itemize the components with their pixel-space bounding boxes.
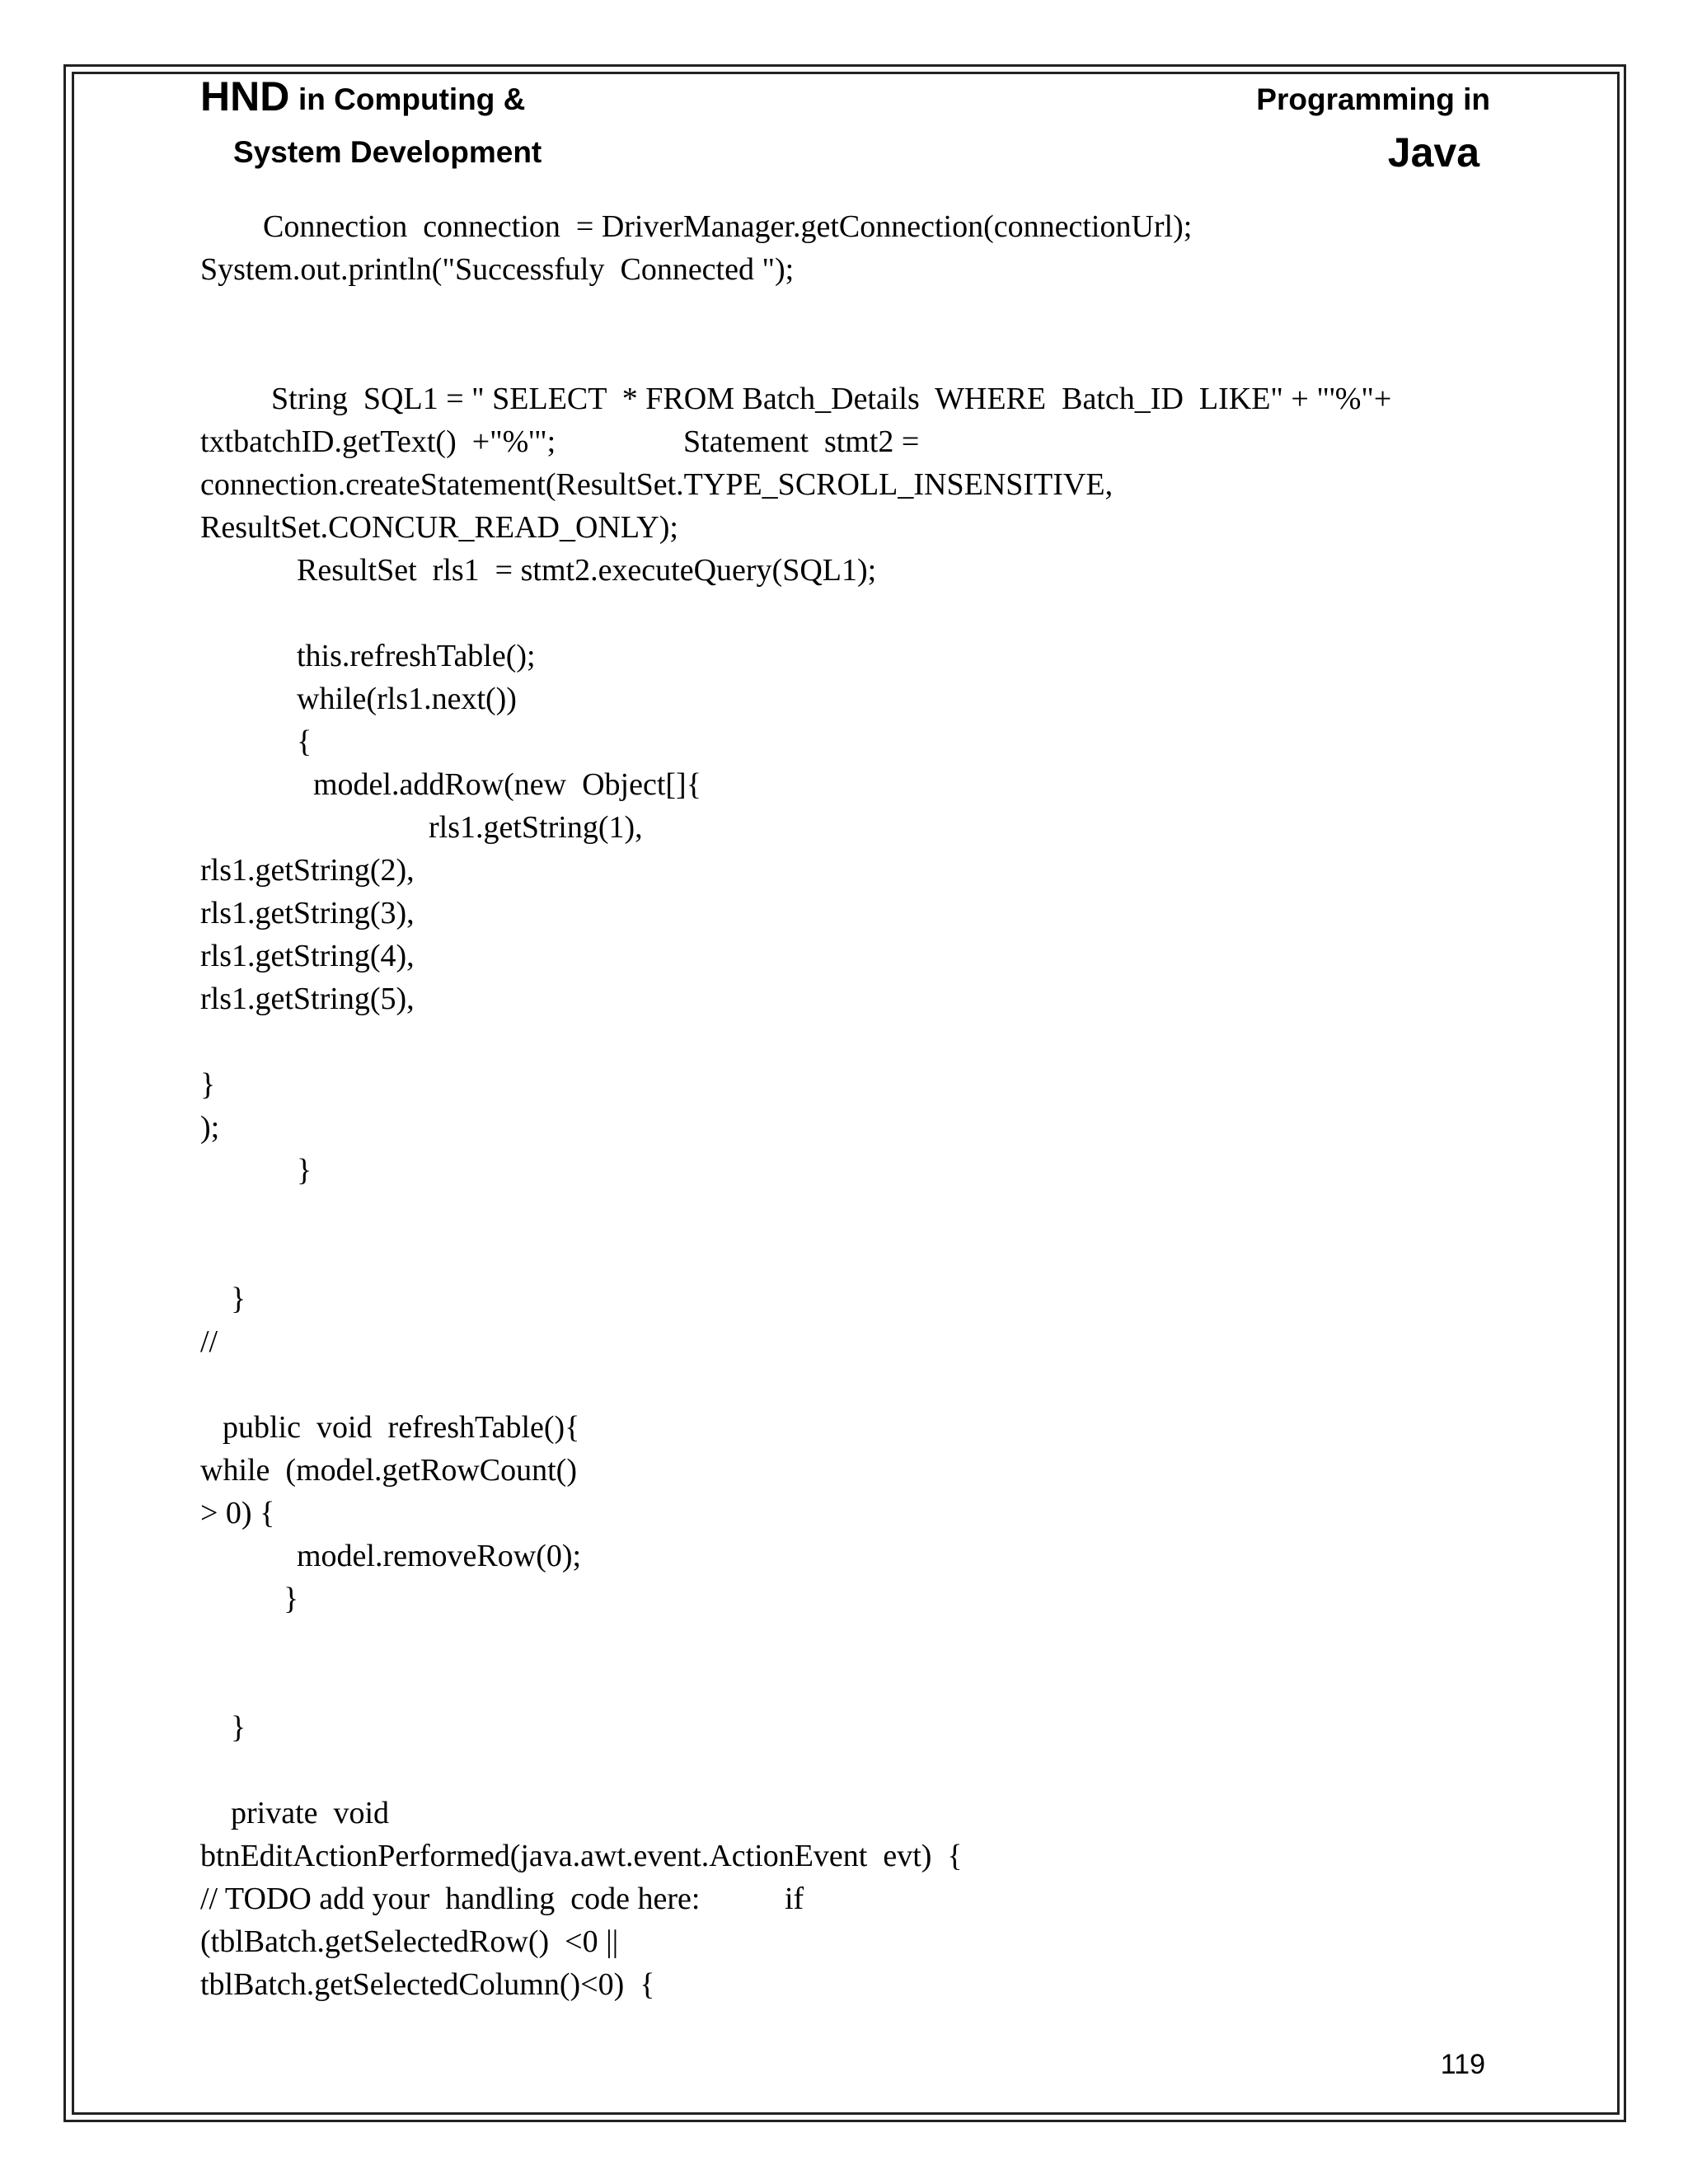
code-line: } — [284, 1582, 299, 1616]
code-line: rls1.getString(1), — [429, 810, 643, 845]
header-system-development: System Development — [233, 135, 542, 169]
code-line: model.addRow(new Object[]{ — [313, 767, 701, 802]
code-line: rls1.getString(3), — [200, 896, 415, 930]
header-hnd: HND — [200, 73, 290, 120]
code-line: // — [200, 1324, 218, 1359]
code-line: public void refreshTable(){ — [223, 1410, 580, 1445]
code-line: } — [231, 1710, 246, 1745]
code-line: tblBatch.getSelectedColumn()<0) { — [200, 1967, 655, 2002]
code-line: rls1.getString(4), — [200, 939, 415, 973]
page-number: 119 — [1440, 2049, 1485, 2080]
code-line: Statement stmt2 = — [683, 424, 920, 459]
code-line: > 0) { — [200, 1496, 275, 1530]
code-line: while(rls1.next()) — [297, 682, 517, 716]
code-line: { — [297, 724, 312, 759]
code-line: Connection connection = DriverManager.getConnection(connectionUrl); — [263, 209, 1193, 244]
code-line: ResultSet.CONCUR_READ_ONLY); — [200, 510, 678, 545]
code-line: while (model.getRowCount() — [200, 1453, 577, 1488]
code-line: } — [297, 1153, 312, 1188]
code-line: btnEditActionPerformed(java.awt.event.ActionEvent evt) { — [200, 1839, 963, 1873]
code-line: connection.createStatement(ResultSet.TYPE_SCROLL_INSENSITIVE, — [200, 467, 1114, 502]
code-line: txtbatchID.getText() +"%'"; — [200, 424, 556, 459]
code-line: ); — [200, 1110, 220, 1145]
header-programming-in: Programming in — [1256, 82, 1490, 116]
header-in-computing: in Computing & — [298, 82, 526, 116]
code-line: } — [231, 1282, 246, 1316]
code-line: (tblBatch.getSelectedRow() <0 || — [200, 1924, 619, 1959]
code-line: String SQL1 = " SELECT * FROM Batch_Details WHERE Batch_ID LIKE" + "'%"+ — [271, 382, 1392, 416]
code-line: rls1.getString(2), — [200, 853, 415, 888]
header-java: Java — [1387, 129, 1479, 176]
code-line: rls1.getString(5), — [200, 982, 415, 1016]
code-line: if — [785, 1882, 804, 1916]
code-line: System.out.println("Successfuly Connected "); — [200, 252, 795, 287]
code-line: model.removeRow(0); — [297, 1539, 582, 1573]
code-line: } — [200, 1067, 216, 1102]
code-line: ResultSet rls1 = stmt2.executeQuery(SQL1); — [297, 553, 877, 588]
code-line: // TODO add your handling code here: — [200, 1882, 701, 1916]
code-line: private void — [231, 1796, 390, 1830]
code-line: this.refreshTable(); — [297, 639, 536, 673]
